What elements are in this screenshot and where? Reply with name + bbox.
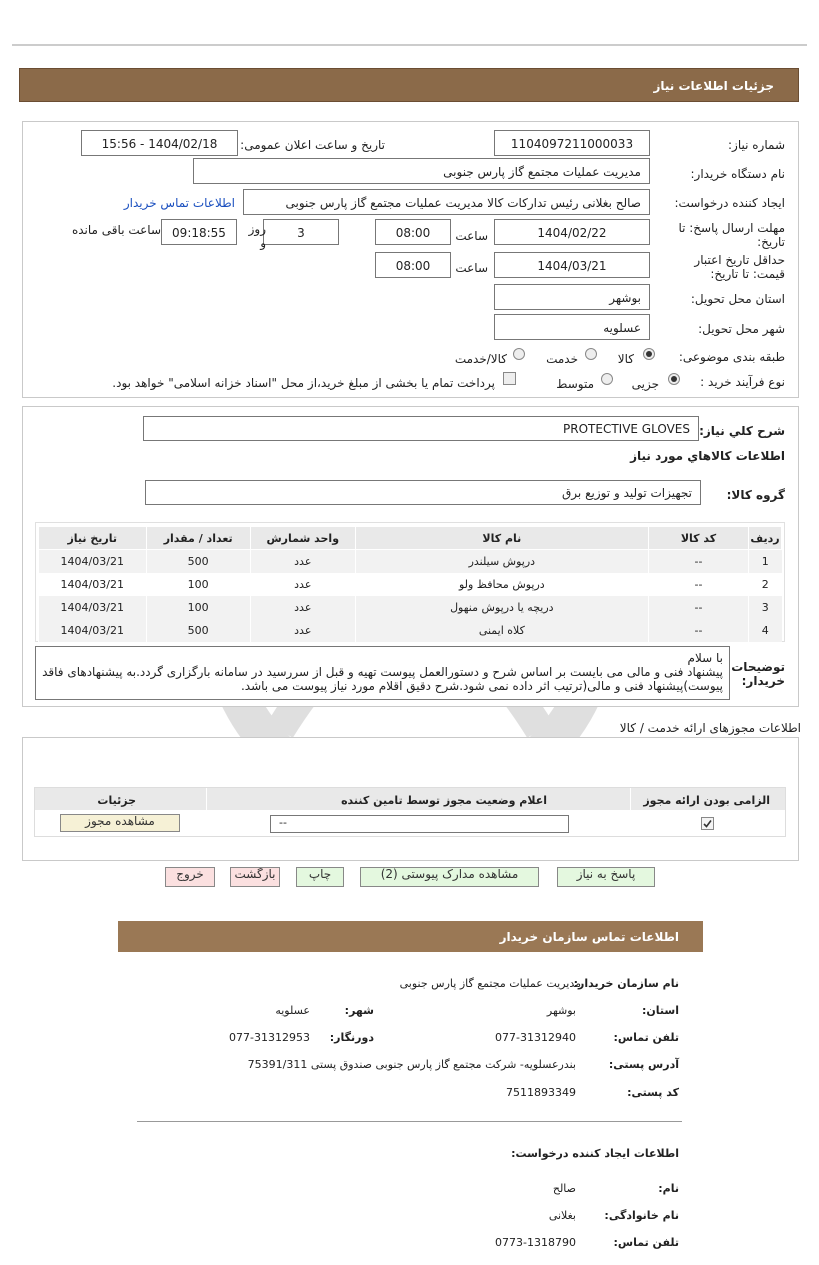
contact-province-label: استان: — [642, 1004, 679, 1017]
cell-unit: عدد — [250, 550, 355, 574]
col-qty: تعداد / مقدار — [146, 527, 250, 550]
cell-row: 1 — [749, 550, 782, 574]
cell-row: 4 — [749, 619, 782, 642]
page-title: جزئیات اطلاعات نیاز — [653, 79, 774, 93]
cell-date: 1404/03/21 — [39, 596, 147, 619]
contact-section-title: اطلاعات تماس سازمان خریدار — [499, 930, 679, 944]
goods-info-title: اطلاعات كالاهاي مورد نياز — [630, 449, 785, 463]
buyer-notes-line1: با سلام — [687, 651, 723, 665]
contact-divider — [137, 1121, 682, 1122]
contact-fax-value: 077-31312953 — [229, 1031, 310, 1044]
contact-city-label: شهر: — [344, 1004, 374, 1017]
city-label: شهر محل تحویل: — [698, 322, 785, 336]
col-code: کد کالا — [648, 527, 748, 550]
contact-section-header — [118, 921, 703, 952]
permits-title: اطلاعات مجوزهای ارائه خدمت / کالا — [619, 721, 801, 735]
cell-code: -- — [648, 573, 748, 596]
process-partial-label: جزیی — [631, 377, 659, 391]
cell-name: دریچه یا درپوش منهول — [355, 596, 648, 619]
validity-time-label: ساعت — [455, 261, 488, 275]
top-divider — [12, 44, 807, 46]
cell-qty: 100 — [146, 573, 250, 596]
remaining-label: ساعت باقی مانده — [71, 223, 161, 237]
cell-code: -- — [648, 596, 748, 619]
permits-col-divider — [630, 788, 631, 810]
checkmark-icon — [702, 818, 713, 829]
org-label: نام سازمان خریدار: — [573, 977, 679, 990]
cell-row: 3 — [749, 596, 782, 619]
table-row — [39, 573, 782, 596]
permits-col-status: اعلام وضعیت مجوز توسط تامین کننده — [341, 794, 547, 807]
items-table — [38, 526, 782, 642]
validity-label: حداقل تاریخ اعتبار قیمت: تا تاریخ: — [694, 253, 785, 281]
buyer-notes-line2: پیشنهاد فنی و مالی می بایست بر اساس شرح و دستورالعمل پیوست تهیه و قبل از سررسید در سامانه بارگزاری گردد.به پیشنهادهای فاقد پیوست)پیشنهاد فنی و مالی(ترتیب اثر داده نمی شود.شرح دقیق اقلام مورد نیاز پیوست می باشد. — [42, 665, 723, 693]
cell-date: 1404/03/21 — [39, 619, 147, 642]
process-medium-radio[interactable] — [601, 373, 613, 385]
cell-name: درپوش سیلندر — [355, 550, 648, 574]
cell-qty: 100 — [146, 596, 250, 619]
creator-phone-label: تلفن تماس: — [613, 1236, 679, 1249]
creator-name-label: نام: — [658, 1182, 679, 1195]
cell-qty: 500 — [146, 550, 250, 574]
category-goods-label: کالا — [617, 352, 634, 366]
items-header-row — [39, 527, 782, 550]
cell-qty: 500 — [146, 619, 250, 642]
summary-label: شرح كلي نياز: — [699, 424, 785, 438]
cell-date: 1404/03/21 — [39, 550, 147, 574]
cell-code: -- — [648, 550, 748, 574]
address-value: بندرعسلویه- شرکت مجتمع گاز پارس جنوبی صندوق پستی 75391/311 — [247, 1058, 576, 1071]
process-label: نوع فرآیند خرید : — [700, 375, 785, 389]
category-goods-radio[interactable] — [643, 348, 655, 360]
cell-unit: عدد — [250, 596, 355, 619]
view-permit-button[interactable]: مشاهده مجوز — [60, 814, 180, 832]
contact-city-value: عسلویه — [275, 1004, 310, 1017]
announce-field: 1404/02/18 - 15:56 — [81, 130, 238, 156]
remaining-time-field: 09:18:55 — [161, 219, 237, 245]
col-name: نام کالا — [355, 527, 648, 550]
buyer-notes-label: توضیحات خریدار: — [731, 660, 785, 688]
treasury-checkbox[interactable] — [503, 372, 516, 385]
postal-value: 7511893349 — [506, 1086, 576, 1099]
col-date: تاریخ نیاز — [39, 527, 147, 550]
print-button[interactable]: چاپ — [296, 867, 344, 887]
buyer-contact-link[interactable]: اطلاعات تماس خریدار — [123, 196, 235, 210]
postal-label: کد پستی: — [627, 1086, 679, 1099]
category-service-radio[interactable] — [585, 348, 597, 360]
contact-phone-label: تلفن تماس: — [613, 1031, 679, 1044]
permit-required-checkbox — [701, 817, 714, 830]
announce-label: تاریخ و ساعت اعلان عمومی: — [240, 138, 385, 152]
province-field: بوشهر — [494, 284, 650, 310]
cell-row: 2 — [749, 573, 782, 596]
process-partial-radio[interactable] — [668, 373, 680, 385]
creator-field: صالح بغلانی رئیس تدارکات کالا مدیریت عملیات مجتمع گاز پارس جنوبی — [243, 189, 650, 215]
deadline-time-field: 08:00 — [375, 219, 451, 245]
category-both-label: کالا/خدمت — [454, 352, 507, 366]
creator-family-label: نام خانوادگی: — [604, 1209, 679, 1222]
buyer-label: نام دستگاه خریدار: — [690, 167, 785, 181]
cell-unit: عدد — [250, 619, 355, 642]
need-number-field: 1104097211000033 — [494, 130, 650, 156]
org-value: مدیریت عملیات مجتمع گاز پارس جنوبی — [399, 977, 581, 990]
cell-name: درپوش محافظ ولو — [355, 573, 648, 596]
category-service-label: خدمت — [546, 352, 578, 366]
page-header — [19, 68, 799, 102]
address-label: آدرس پستی: — [608, 1058, 679, 1071]
back-button[interactable]: بازگشت — [230, 867, 280, 887]
permits-col-divider — [206, 788, 207, 810]
reply-button[interactable]: پاسخ به نیاز — [557, 867, 655, 887]
validity-date-field: 1404/03/21 — [494, 252, 650, 278]
buyer-field: مدیریت عملیات مجتمع گاز پارس جنوبی — [193, 158, 650, 184]
category-both-radio[interactable] — [513, 348, 525, 360]
col-row: ردیف — [749, 527, 782, 550]
table-row — [39, 596, 782, 619]
creator-family-value: بغلانی — [548, 1209, 576, 1222]
cell-date: 1404/03/21 — [39, 573, 147, 596]
process-medium-label: متوسط — [556, 377, 594, 391]
days-label: روز و — [248, 222, 266, 250]
treasury-note: پرداخت تمام یا بخشی از مبلغ خرید،از محل "اسناد خزانه اسلامی" خواهد بود. — [112, 376, 495, 390]
creator-info-title: اطلاعات ایجاد کننده درخواست: — [511, 1147, 679, 1160]
deadline-date-field: 1404/02/22 — [494, 219, 650, 245]
col-unit: واحد شمارش — [250, 527, 355, 550]
validity-time-field: 08:00 — [375, 252, 451, 278]
table-row — [39, 619, 782, 642]
need-number-label: شماره نیاز: — [728, 138, 785, 152]
contact-fax-label: دورنگار: — [329, 1031, 374, 1044]
creator-phone-value: 0773-1318790 — [495, 1236, 576, 1249]
group-field: تجهیزات تولید و توزیع برق — [145, 480, 701, 505]
cell-unit: عدد — [250, 573, 355, 596]
buyer-notes-box — [35, 646, 730, 700]
summary-field: PROTECTIVE GLOVES — [143, 416, 699, 441]
creator-name-value: صالح — [552, 1182, 576, 1195]
permit-status-field: -- — [270, 815, 569, 833]
permits-col-details: جزئیات — [97, 794, 136, 807]
category-label: طبقه بندی موضوعی: — [678, 350, 785, 364]
deadline-label: مهلت ارسال پاسخ: تا تاریخ: — [678, 221, 785, 249]
creator-label: ایجاد کننده درخواست: — [674, 196, 785, 210]
table-row — [39, 550, 782, 574]
city-field: عسلویه — [494, 314, 650, 340]
days-field: 3 — [263, 219, 339, 245]
contact-phone-value: 077-31312940 — [495, 1031, 576, 1044]
deadline-time-label: ساعت — [455, 229, 488, 243]
attachments-button[interactable]: مشاهده مدارک پیوستی (2) — [360, 867, 539, 887]
cell-code: -- — [648, 619, 748, 642]
permits-col-required: الزامی بودن ارائه مجوز — [643, 794, 770, 807]
province-label: استان محل تحویل: — [690, 292, 785, 306]
contact-province-value: بوشهر — [546, 1004, 576, 1017]
exit-button[interactable]: خروج — [165, 867, 215, 887]
group-label: گروه کالا: — [726, 488, 785, 502]
cell-name: کلاه ایمنی — [355, 619, 648, 642]
